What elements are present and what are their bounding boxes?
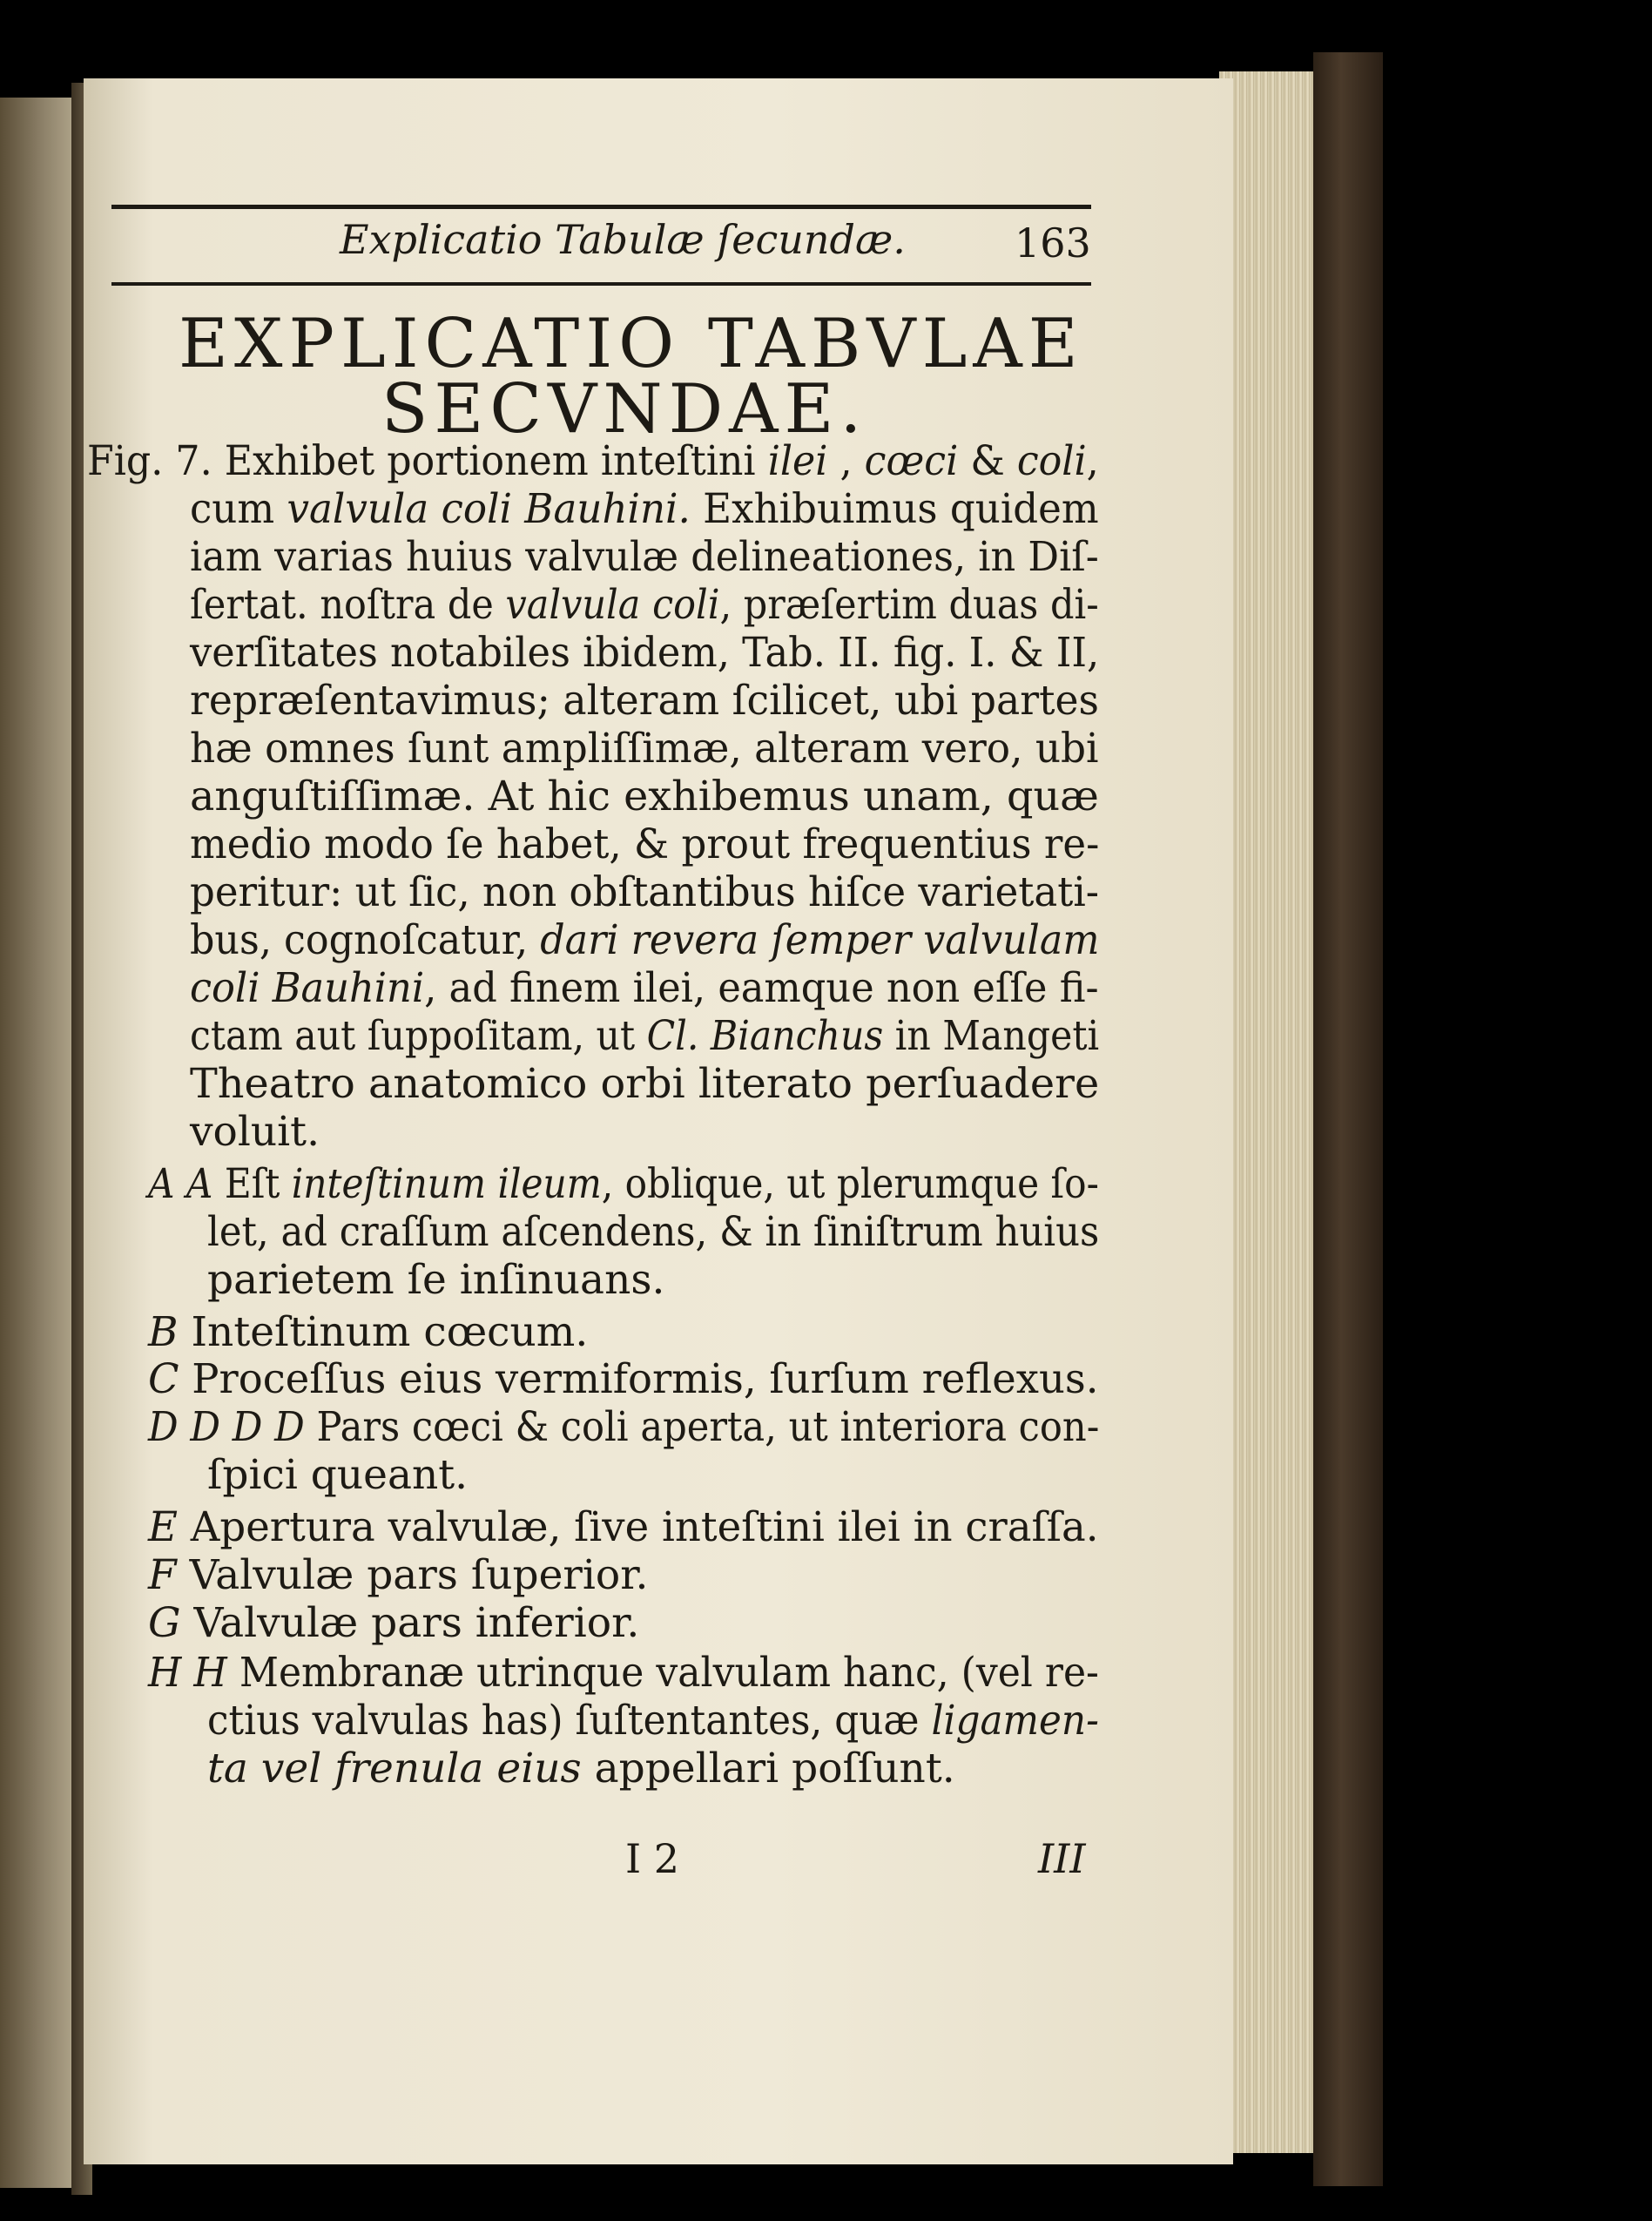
italic-text: C: [148, 1355, 179, 1403]
text-run: parietem ſe inſinuans.: [207, 1256, 665, 1304]
italic-text: valvula coli Bauhini.: [287, 485, 691, 533]
body-line: [190, 677, 1099, 725]
facing-page-edge: [0, 98, 80, 2188]
italic-text: valvula coli: [505, 581, 720, 629]
text-run: , oblique, ut plerumque ſo-: [601, 1160, 1099, 1208]
text-run: ,: [1086, 437, 1099, 485]
body-line: [148, 1649, 1099, 1697]
text-run: Pars cœci & coli aperta, ut interiora con-: [304, 1403, 1100, 1451]
body-line: [190, 1108, 320, 1156]
body-line: [148, 1355, 1099, 1403]
book-cover-edge: [1313, 52, 1383, 2186]
text-run: ctius valvulas has) ſuſtentantes, quæ: [207, 1697, 932, 1745]
running-title: Explicatio Tabulæ ſecundæ.: [340, 216, 906, 263]
text-run: ſertat. noſtra de: [190, 581, 506, 629]
body-line: [190, 533, 1099, 581]
text-run: Inteſtinum cœcum.: [178, 1308, 589, 1356]
text-run: in Mangeti: [883, 1012, 1100, 1060]
text-run: verſitates notabiles ibidem, Tab. II. fig. I. & II,: [190, 629, 1100, 677]
text-run: Valvulæ pars ſuperior.: [176, 1551, 649, 1599]
body-line: [190, 1060, 1100, 1108]
text-run: bus, cognoſcatur,: [190, 916, 541, 964]
text-run: , præſertim duas di-: [719, 581, 1099, 629]
body-line: [207, 1745, 955, 1792]
text-run: voluit.: [190, 1108, 320, 1156]
text-run: Eſt: [212, 1160, 292, 1208]
section-heading-line-2: SECVNDAE.: [381, 370, 868, 449]
body-line: [207, 1256, 665, 1304]
text-run: peritur: ut ſic, non obſtantibus hiſce varietati-: [190, 868, 1099, 916]
text-run: ,: [827, 437, 865, 485]
italic-text: F: [148, 1551, 177, 1599]
body-line: [190, 868, 1099, 916]
italic-text: D D D D: [148, 1403, 305, 1451]
text-run: Proceſſus eius vermiformis, ſurſum reflexus.: [179, 1355, 1099, 1403]
text-run: ctam aut ſuppoſitam, ut: [190, 1012, 647, 1060]
italic-text: B: [148, 1308, 179, 1356]
body-line: [148, 1160, 1099, 1208]
body-line: [148, 1503, 1099, 1551]
italic-text: Cl. Bianchus: [646, 1012, 884, 1060]
text-run: anguſtiſſimæ. At hic exhibemus unam, quæ: [190, 773, 1099, 820]
italic-text: E: [148, 1503, 179, 1551]
body-line: [190, 725, 1099, 773]
italic-text: dari revera ſemper valvulam: [540, 916, 1100, 964]
section-heading-line-1: EXPLICATIO TABVLAE: [179, 305, 1084, 383]
text-run: hæ omnes ſunt ampliſſimæ, alteram vero, ubi: [190, 725, 1099, 773]
text-run: let, ad craſſum aſcendens, & in ſiniſtrum huius: [207, 1208, 1100, 1256]
body-line: [190, 964, 1099, 1012]
italic-text: G: [148, 1599, 181, 1647]
text-run: Valvulæ pars inferior.: [180, 1599, 640, 1647]
body-line: [190, 581, 1099, 629]
body-line: [148, 1551, 649, 1599]
italic-text: ta vel frenula eius: [207, 1745, 582, 1792]
header-rule-top: [111, 205, 1091, 209]
text-run: appellari poſſunt.: [581, 1745, 955, 1792]
body-line: [207, 1451, 469, 1499]
body-line: [207, 1208, 1100, 1256]
body-line: [87, 437, 1099, 485]
signature-mark: I 2: [625, 1835, 680, 1882]
text-run: Theatro anatomico orbi literato perſuadere: [190, 1060, 1100, 1108]
text-run: repræſentavimus; alteram ſcilicet, ubi partes: [190, 677, 1099, 725]
italic-text: H H: [148, 1649, 227, 1697]
page-number: 163: [1015, 219, 1091, 267]
body-line: [148, 1599, 640, 1647]
body-line: [190, 773, 1099, 820]
body-line: [190, 820, 1100, 868]
italic-text: coli: [1016, 437, 1087, 485]
text-run: Exhibuimus quidem: [690, 485, 1099, 533]
text-run: ſpici queant.: [207, 1451, 469, 1499]
italic-text: cœci: [864, 437, 959, 485]
italic-text: A A: [148, 1160, 213, 1208]
italic-text: ligamen-: [931, 1697, 1099, 1745]
catchword: III: [1038, 1835, 1086, 1882]
text-run: Apertura valvulæ, ſive inteſtini ilei in craſſa.: [178, 1503, 1099, 1551]
text-run: medio modo ſe habet, & prout frequentius re-: [190, 820, 1100, 868]
text-run: cum: [190, 485, 287, 533]
text-run: , ad finem ilei, eamque non eſſe fi-: [424, 964, 1099, 1012]
body-line: [148, 1403, 1100, 1451]
header-rule-bottom: [111, 282, 1091, 286]
body-line: [190, 1012, 1100, 1060]
italic-text: inteſtinum ileum: [291, 1160, 602, 1208]
body-line: [190, 629, 1100, 677]
text-run: iam varias huius valvulæ delineationes, in Diſ-: [190, 533, 1099, 581]
body-line: [190, 916, 1100, 964]
text-run: &: [958, 437, 1017, 485]
italic-text: ilei: [767, 437, 828, 485]
italic-text: coli Bauhini: [190, 964, 425, 1012]
text-run: Fig. 7. Exhibet portionem inteſtini: [87, 437, 768, 485]
page-stack-edges: [1219, 71, 1324, 2153]
body-line: [148, 1308, 589, 1356]
body-line: [190, 485, 1099, 533]
body-line: [207, 1697, 1099, 1745]
text-run: Membranæ utrinque valvulam hanc, (vel re-: [226, 1649, 1099, 1697]
